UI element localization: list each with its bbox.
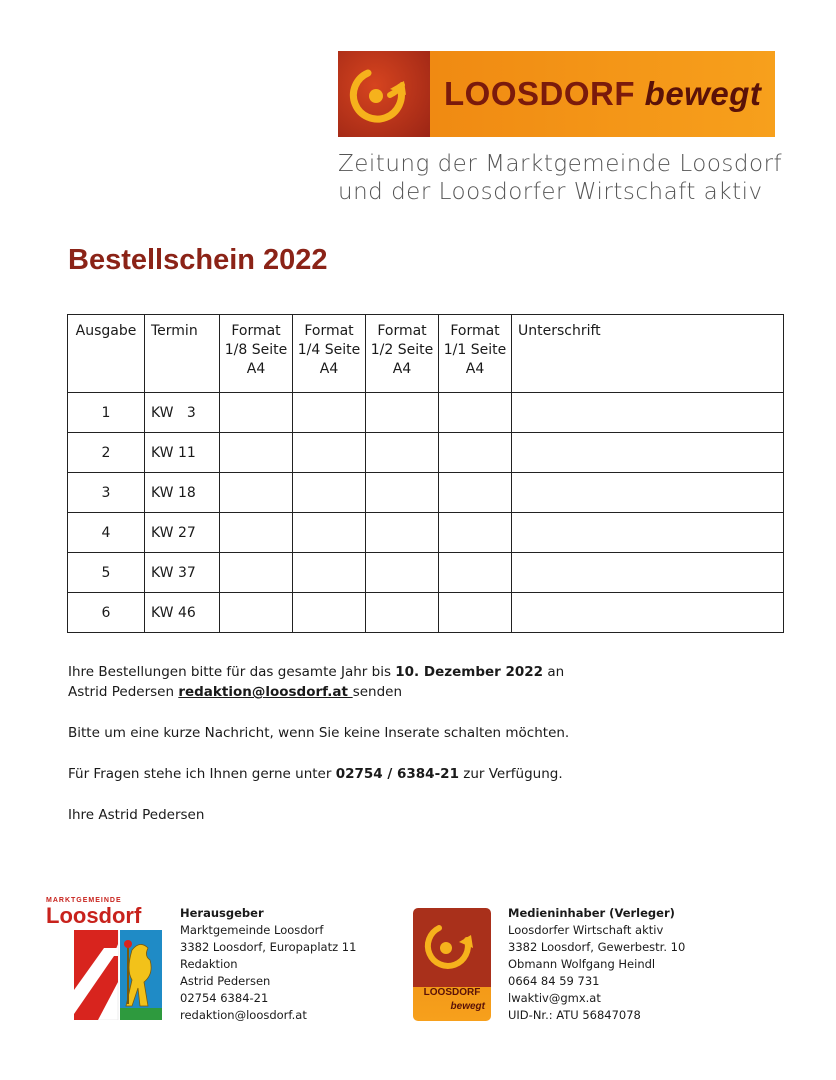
cell-unterschrift[interactable]: [512, 473, 784, 513]
text-span: zur Verfügung.: [458, 766, 563, 782]
cell-unterschrift[interactable]: [512, 593, 784, 633]
header-ausgabe: Ausgabe: [68, 315, 145, 393]
paragraph-order-deadline: [68, 662, 768, 702]
cell-unterschrift[interactable]: [512, 433, 784, 473]
text-span: Für Fragen stehe ich Ihnen gerne unter: [68, 766, 336, 782]
cell-format-1-1[interactable]: [439, 513, 512, 553]
paragraph-contact: [68, 764, 768, 784]
logo-text-main: LOOSDORF: [444, 75, 635, 112]
header-line: Format: [304, 323, 354, 339]
table-header-row: [68, 315, 784, 393]
email-link[interactable]: redaktion@loosdorf.at: [178, 684, 353, 700]
cell-format-1-4[interactable]: [293, 513, 366, 553]
header-line: Format: [450, 323, 500, 339]
paragraph-notice: Bitte um eine kurze Nachricht, wenn Sie keine Inserate schalten möchten.: [68, 725, 570, 741]
subtitle-line-1: Zeitung der Marktgemeinde Loosdorf: [338, 151, 783, 177]
text-span: an: [543, 664, 565, 680]
cell-termin: KW 46: [145, 593, 220, 633]
header-format-1-8: [220, 315, 293, 393]
publisher-line: Astrid Pedersen: [180, 974, 271, 988]
small-logo-accent: bewegt: [450, 1001, 485, 1012]
text-span: senden: [352, 684, 403, 700]
crest-name: Loosdorf: [46, 903, 142, 928]
header-line: A4: [246, 361, 266, 377]
table-row: [68, 553, 784, 593]
cell-format-1-8[interactable]: [220, 553, 293, 593]
publisher-line: Redaktion: [180, 957, 238, 971]
media-owner-line: UID-Nr.: ATU 56847078: [508, 1008, 641, 1022]
publisher-info: [180, 905, 356, 1024]
cell-termin: KW 27: [145, 513, 220, 553]
text-span: Astrid Pedersen: [68, 684, 179, 700]
logo-text-accent: bewegt: [644, 75, 762, 112]
page-title: Bestellschein 2022: [68, 244, 328, 276]
order-table: [67, 314, 784, 633]
logo-wordmark: [444, 75, 761, 113]
crest-label: MARKTGEMEINDE: [46, 897, 122, 904]
header-line: A4: [392, 361, 412, 377]
publisher-email[interactable]: redaktion@loosdorf.at: [180, 1008, 307, 1022]
cell-format-1-2[interactable]: [366, 393, 439, 433]
cell-ausgabe: 3: [68, 473, 145, 513]
cell-format-1-4[interactable]: [293, 433, 366, 473]
cell-format-1-1[interactable]: [439, 593, 512, 633]
media-owner-line: 0664 84 59 731: [508, 974, 600, 988]
table-row: [68, 473, 784, 513]
cell-termin: KW 3: [145, 393, 220, 433]
cell-format-1-2[interactable]: [366, 513, 439, 553]
header-format-1-4: [293, 315, 366, 393]
circle-arrow-icon: [413, 908, 491, 984]
cell-format-1-4[interactable]: [293, 473, 366, 513]
cell-format-1-4[interactable]: [293, 393, 366, 433]
header-format-1-1: [439, 315, 512, 393]
media-owner-line: 3382 Loosdorf, Gewerbestr. 10: [508, 940, 686, 954]
header-line: 1/1 Seite: [443, 342, 507, 358]
media-owner-info: [508, 905, 685, 1024]
cell-format-1-8[interactable]: [220, 513, 293, 553]
newspaper-subtitle: [338, 150, 782, 206]
deadline-date: 10. Dezember 2022: [395, 664, 544, 680]
table-row: [68, 393, 784, 433]
cell-format-1-8[interactable]: [220, 393, 293, 433]
small-logo-main: LOOSDORF: [423, 987, 481, 998]
cell-format-1-8[interactable]: [220, 473, 293, 513]
publisher-line: Marktgemeinde Loosdorf: [180, 923, 324, 937]
publisher-line: 02754 6384-21: [180, 991, 269, 1005]
text-span: Ihre Bestellungen bitte für das gesamte Jahr bis: [68, 664, 396, 680]
cell-format-1-1[interactable]: [439, 393, 512, 433]
cell-termin: KW 11: [145, 433, 220, 473]
header-unterschrift: Unterschrift: [512, 315, 784, 393]
cell-format-1-1[interactable]: [439, 553, 512, 593]
header-line: A4: [319, 361, 339, 377]
publisher-heading: Herausgeber: [180, 906, 264, 920]
loosdorf-crest-icon: [74, 930, 162, 1020]
header-line: 1/2 Seite: [370, 342, 434, 358]
cell-ausgabe: 2: [68, 433, 145, 473]
cell-unterschrift[interactable]: [512, 393, 784, 433]
media-owner-email[interactable]: lwaktiv@gmx.at: [508, 991, 601, 1005]
header-termin: Termin: [145, 315, 220, 393]
media-owner-line: Loosdorfer Wirtschaft aktiv: [508, 923, 664, 937]
instructions: [68, 662, 768, 846]
cell-termin: KW 18: [145, 473, 220, 513]
cell-ausgabe: 4: [68, 513, 145, 553]
paragraph-signoff: Ihre Astrid Pedersen: [68, 807, 205, 823]
media-owner-line: Obmann Wolfgang Heindl: [508, 957, 656, 971]
header-format-1-2: [366, 315, 439, 393]
publisher-line: 3382 Loosdorf, Europaplatz 11: [180, 940, 357, 954]
cell-termin: KW 37: [145, 553, 220, 593]
header-line: 1/4 Seite: [297, 342, 361, 358]
cell-format-1-2[interactable]: [366, 473, 439, 513]
header-line: Format: [231, 323, 281, 339]
subtitle-line-2: und der Loosdorfer Wirtschaft aktiv: [338, 179, 763, 205]
cell-unterschrift[interactable]: [512, 513, 784, 553]
header-line: Format: [377, 323, 427, 339]
cell-ausgabe: 6: [68, 593, 145, 633]
table-row: [68, 513, 784, 553]
cell-ausgabe: 1: [68, 393, 145, 433]
circle-arrow-icon: [338, 51, 430, 137]
cell-format-1-8[interactable]: [220, 433, 293, 473]
loosdorf-bewegt-logo: [338, 51, 775, 137]
cell-format-1-2[interactable]: [366, 553, 439, 593]
cell-ausgabe: 5: [68, 553, 145, 593]
cell-format-1-2[interactable]: [366, 593, 439, 633]
table-row: [68, 593, 784, 633]
header-line: A4: [465, 361, 485, 377]
cell-format-1-1[interactable]: [439, 433, 512, 473]
cell-format-1-1[interactable]: [439, 473, 512, 513]
logo-mark: [338, 51, 430, 137]
cell-format-1-4[interactable]: [293, 553, 366, 593]
table-row: [68, 433, 784, 473]
cell-format-1-4[interactable]: [293, 593, 366, 633]
phone-number: 02754 / 6384-21: [335, 766, 459, 782]
loosdorf-bewegt-small-logo: [413, 908, 491, 1021]
cell-format-1-2[interactable]: [366, 433, 439, 473]
cell-unterschrift[interactable]: [512, 553, 784, 593]
cell-format-1-8[interactable]: [220, 593, 293, 633]
media-owner-heading: Medieninhaber (Verleger): [508, 906, 675, 920]
header-line: 1/8 Seite: [224, 342, 288, 358]
